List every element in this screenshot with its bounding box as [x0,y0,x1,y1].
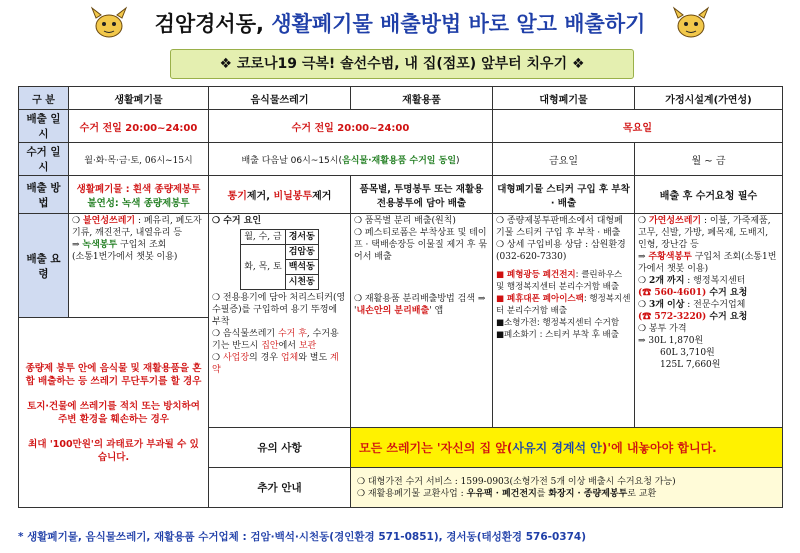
col-header: 음식물쓰레기 [209,87,351,110]
guide-table [18,86,783,508]
row-label: 추가 안내 [209,468,351,508]
text: ■소형가전: 행정복지센터 수거함 [496,318,620,328]
text: 60L 3,710원 [660,348,715,358]
text: 사업장 [222,353,250,363]
cell [209,143,493,176]
warning-text: 토지·건물에 쓰레기를 적치 또는 방치하여 주변 환경을 훼손하는 경우 [27,400,200,425]
cell: 목요일 [493,110,783,143]
col-header: 구 분 [19,87,69,110]
text: 에서 [278,341,299,351]
text: ❍ 종량제봉투판매소에서 대형폐기물 스티커 구입 후 부착 · 배출 [496,216,623,238]
text: 집안 [261,341,279,351]
text: 배출 다음날 06시~15시( [241,155,342,166]
row-label: 수거 일시 [19,143,69,176]
table-cell: 경서동 [285,230,318,245]
text: ' 앱 [429,306,444,316]
text: ❍ 재활용품 분리배출방법 검색 ⇒ ' [354,294,486,316]
warning-text: 종량제 봉투 안에 음식물 및 재활용품을 혼합 배출하는 등 쓰레기 무단투기를 할 경우 [25,362,202,387]
row-label: 배출 방법 [19,176,69,214]
text: 녹색봉투 [82,240,118,250]
text: ❍ 품목별 분리 배출(원칙) [354,216,456,226]
text: ❍ 상세 구입비용 상담 : 삼원환경(032-620-7330) [496,240,626,262]
text: 보관 [298,341,317,351]
text: ■폐소화기 : 스티커 부착 후 배출 [496,330,619,340]
text: 125L 7,660원 [660,360,721,370]
table-cell: 월, 수, 금 [241,230,286,245]
text: ❍ 음식물쓰레기 [212,329,278,339]
text: 2개 까지 [648,276,685,286]
cell: 품목별, 투명봉투 또는 재활용 전용봉투에 담아 배출 [351,176,493,214]
text: ) [456,155,460,166]
text: , 수거용기는 반드시 [212,329,339,351]
text: 를 [536,488,549,499]
table-cell: 시천동 [285,275,318,290]
text: 음식물·재활용품 수거일 동일 [342,155,457,166]
text: 우유팩 · 폐건전지 [466,488,537,499]
cell-large [493,214,635,428]
page-title [0,4,800,44]
text: 계약 [212,353,339,375]
text: 와 별도 [298,353,331,363]
header-row [19,87,783,110]
title-part-black: 검암경서동, [154,12,264,36]
text: ⇒ [638,252,649,262]
text: ❍ 대형가전 수거 서비스 : 1599-0903(소형가전 5개 이상 배출시 수거요청 가능) [357,476,676,487]
cell: 수거 전일 20:00~24:00 [209,110,493,143]
text: 구입처 조회(소통1번가에서 챗봇 이용) [638,252,777,274]
table-row-method [19,176,783,214]
table-row-collect [19,143,783,176]
footer-note: * 생활폐기물, 음식물쓰레기, 재활용품 수거업체 : 검암·백석·시천동(경인환경 571-0851), 경서동(태성환경 576-0374) [18,531,587,543]
text: 불연성쓰레기 [82,216,136,226]
text: : 폐유리, 폐도자기류, 깨진전구, 내열유리 등 [72,216,202,238]
text: ❍ 전용용기에 담아 처리스티커(영수필증)를 구입하여 용기 뚜껑에 부착 [212,293,346,327]
text: : 행정복지센터 [684,276,746,286]
table-row-day [19,110,783,143]
cell [69,176,209,214]
row-label: 배출 일시 [19,110,69,143]
cell-food [209,214,351,428]
text: : 전문수거업체 [684,300,746,310]
text: 불연성: 녹색 종량제봉투 [87,197,190,209]
text: : 이불, 가죽제품, 고무, 신발, 가방, 폐목재, 도배지, 인형, 장난감 등 [638,216,771,250]
text: ❍ 수거 요인 [212,216,262,226]
cell: 월 ~ 금 [635,143,783,176]
row-label: 배출 요령 [19,214,69,318]
text: 업체 [280,353,299,363]
text: ❍ [638,300,649,310]
table-cell: 화, 목, 토 [241,245,286,290]
title-part-blue: 생활폐기물 배출방법 바로 알고 배출하기 [271,11,646,36]
text: ■ 폐휴대폰 폐아이스팩 [496,294,584,304]
text: ❍ [638,276,649,286]
text: ❍ 재활용폐기물 교환사업 : [357,488,467,499]
col-header: 재활용품 [351,87,493,110]
cell-recycle [351,214,493,428]
text: 화장지 · 종량제봉투 [548,488,628,499]
text: (☎ 560-4601) [638,288,707,298]
text: 내손안의 분리배출 [356,306,430,316]
table-cell: 검암동 [285,245,318,260]
text: 비닐봉투 [273,191,313,202]
text: 로 교환 [627,488,657,499]
row-label: 유의 사항 [209,428,351,468]
cell: 월·화·목·금·토, 06시~15시 [69,143,209,176]
text: 수거 요청 [706,312,748,322]
text: ❍ [72,216,83,226]
table-cell: 백석동 [285,260,318,275]
text: ⇒ 30L 1,870원 [638,336,704,346]
text: 통기 [227,191,247,202]
text: 사유지 경계석 안 [512,441,602,455]
text: : 클린하우스 및 행정복지센터 분리수거함 배출 [496,270,623,292]
text: 가연성쓰레기 [648,216,702,226]
cell [69,214,209,318]
text: )'에 내놓아야 합니다. [601,441,717,455]
caution-cell [351,428,783,468]
text: (소통1번가에서 챗봇 이용) [72,252,178,262]
text: 모든 쓰레기는 '자신의 집 앞( [359,441,513,455]
text: 제거 [312,191,332,202]
text: ❍ 봉투 가격 [638,324,687,334]
col-header: 대형폐기물 [493,87,635,110]
text: ❍ 페스티로폼은 부착상표 및 테이프 · 택배송장등 이물질 제거 후 묶어서 배출 [354,228,488,262]
text: ❍ [212,353,223,363]
table-row-require [19,214,783,318]
col-header: 가정시설계(가연성) [635,87,783,110]
cell: 수거 전일 20:00~24:00 [69,110,209,143]
text: 수거 후 [277,329,307,339]
text: ⇒ [72,240,83,250]
text: 3개 이상 [648,300,685,310]
text: 주황색봉투 [648,252,692,262]
text: ■ 폐형광등 폐건전지 [496,270,576,280]
text: : 행정복지센터 분리수거함 배출 [496,294,631,316]
food-schedule-table [240,229,319,290]
slogan-banner: ❖ 코로나19 극복! 솔선수범, 내 집(점포) 앞부터 치우기 ❖ [170,49,634,79]
text: 수거 요청 [706,288,748,298]
text: 제거, [246,191,274,202]
cell: 대형폐기물 스티커 구입 후 부착 · 배출 [493,176,635,214]
cell: 배출 후 수거요청 필수 [635,176,783,214]
cell [209,176,351,214]
warning-text: 최대 '100만원'의 과태료가 부과될 수 있습니다. [28,438,199,463]
text: 생활폐기물 : 흰색 종량제봉투 [76,183,201,195]
extra-cell [351,468,783,508]
warning-cell [19,318,209,508]
text: (☎ 572-3220) [638,312,707,322]
text: ❍ [638,216,649,226]
cell: 금요일 [493,143,635,176]
text: 구입처 조회 [117,240,167,250]
col-header: 생활폐기물 [69,87,209,110]
cell-combustible [635,214,783,428]
text: 의 경우 [249,353,281,363]
